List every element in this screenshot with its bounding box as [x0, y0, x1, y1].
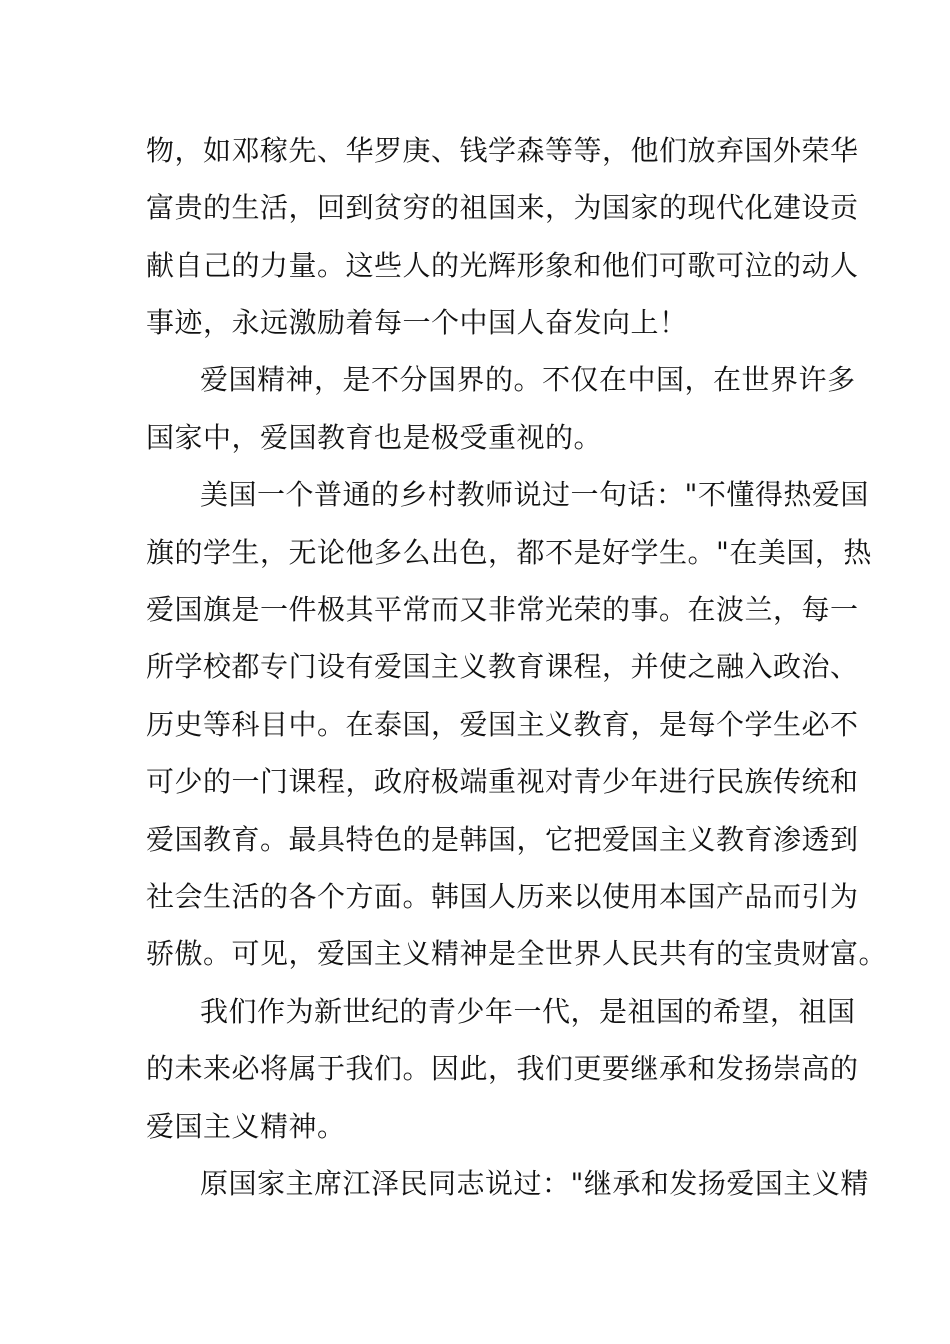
text-line-9: 爱国旗是一件极其平常而又非常光荣的事。在波兰，每一 [146, 593, 859, 626]
text-line-6: 国家中，爱国教育也是极受重视的。 [146, 421, 603, 454]
text-line-13: 爱国教育。最具特色的是韩国，它把爱国主义教育渗透到 [146, 823, 859, 856]
text-line-15: 骄傲。可见，爱国主义精神是全世界人民共有的宝贵财富。 [146, 937, 888, 970]
text-line-16: 我们作为新世纪的青少年一代，是祖国的希望，祖国 [200, 995, 856, 1028]
text-line-18: 爱国主义精神。 [146, 1110, 346, 1143]
text-line-17: 的未来必将属于我们。因此，我们更要继承和发扬崇高的 [146, 1052, 859, 1085]
text-line-12: 可少的一门课程，政府极端重视对青少年进行民族传统和 [146, 765, 859, 798]
text-line-4: 事迹，永远激励着每一个中国人奋发向上！ [146, 306, 688, 339]
text-line-3: 献自己的力量。这些人的光辉形象和他们可歌可泣的动人 [146, 249, 859, 282]
text-line-14: 社会生活的各个方面。韩国人历来以使用本国产品而引为 [146, 880, 859, 913]
text-line-11: 历史等科目中。在泰国，爱国主义教育，是每个学生必不 [146, 708, 859, 741]
text-line-2: 富贵的生活，回到贫穷的祖国来，为国家的现代化建设贡 [146, 191, 859, 224]
text-line-7: 美国一个普通的乡村教师说过一句话："不懂得热爱国 [200, 478, 869, 511]
text-line-1: 物，如邓稼先、华罗庚、钱学森等等，他们放弃国外荣华 [146, 134, 859, 167]
text-line-19: 原国家主席江泽民同志说过："继承和发扬爱国主义精 [200, 1167, 869, 1200]
text-line-5: 爱国精神，是不分国界的。不仅在中国，在世界许多 [200, 363, 856, 396]
text-line-10: 所学校都专门设有爱国主义教育课程，并使之融入政治、 [146, 650, 859, 683]
text-line-8: 旗的学生，无论他多么出色，都不是好学生。"在美国，热 [146, 536, 872, 569]
